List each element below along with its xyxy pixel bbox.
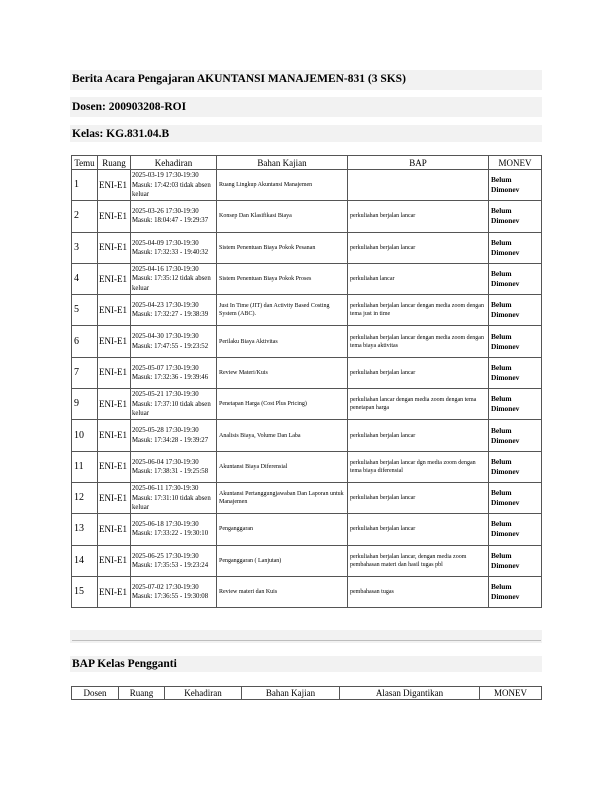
attendance-cell-masuk-text: Masuk: 17:31:10 tidak absen keluar (132, 494, 211, 511)
room-cell-ruang-text: ENI-E1 (99, 398, 127, 409)
attendance-cell-jadwal-text: 2025-05-21 17:30-19:30 (132, 391, 199, 399)
room-cell-ruang-text: ENI-E1 (99, 273, 127, 284)
topic-cell (217, 170, 348, 201)
attendance-cell-jadwal-text: 2025-04-30 17:30-19:30 (132, 333, 199, 341)
room-cell (98, 545, 131, 576)
meeting-number-cell-temu-text: 2 (74, 210, 79, 222)
monev-cell-monev-text: Belum Dimonev (491, 519, 520, 539)
room-cell (98, 232, 131, 263)
meeting-number-cell (72, 201, 98, 232)
monev-cell-monev-text: Belum Dimonev (491, 362, 520, 382)
attendance-cell-jadwal-text: 2025-06-04 17:30-19:30 (132, 458, 199, 466)
bap-note-cell (348, 295, 489, 326)
monev-cell (489, 576, 542, 607)
meeting-number-cell (72, 295, 98, 326)
col-bahan-kajian-header: Bahan Kajian (242, 687, 340, 700)
col-alasan-header: Alasan Digantikan (340, 687, 480, 700)
room-cell (98, 263, 131, 294)
room-cell-ruang-text: ENI-E1 (99, 179, 127, 190)
room-cell-ruang-text: ENI-E1 (99, 523, 127, 534)
monev-cell-monev-text: Belum Dimonev (491, 425, 520, 445)
attendance-cell-jadwal-text: 2025-04-23 17:30-19:30 (132, 302, 199, 310)
attendance-cell (131, 201, 217, 232)
attendance-cell (131, 420, 217, 451)
room-cell (98, 170, 131, 201)
meeting-number-cell (72, 576, 98, 607)
col-bahan-kajian-header: Bahan Kajian (217, 156, 348, 170)
monev-cell-monev-text: Belum Dimonev (491, 331, 520, 351)
pengganti-title: BAP Kelas Pengganti (72, 658, 177, 670)
bap-note-cell-bap-text: perkuliahan berjalan lancar (350, 432, 416, 439)
table-row (72, 514, 542, 545)
meeting-number-cell-temu-text: 13 (74, 523, 84, 535)
bap-note-cell-bap-text: perkuliahan berjalan lancar dengan media zoom dengan tema biaya aktivitas (350, 334, 484, 349)
col-monev-header: MONEV (489, 156, 542, 170)
meeting-number-cell (72, 451, 98, 482)
topic-cell (217, 326, 348, 357)
meeting-number-cell-temu-text: 4 (74, 273, 79, 285)
topic-cell-bahan-text: Penganggaran ( Lanjutan) (219, 557, 282, 564)
table-row (72, 326, 542, 357)
attendance-cell-jadwal-text: 2025-03-19 17:30-19:30 (132, 172, 199, 180)
monev-cell-monev-text: Belum Dimonev (491, 237, 520, 257)
bap-note-cell-bap-text: perkuliahan lancar (350, 276, 395, 283)
bap-table-body (72, 170, 542, 608)
room-cell (98, 451, 131, 482)
monev-cell-monev-text: Belum Dimonev (491, 394, 520, 414)
monev-cell-monev-text: Belum Dimonev (491, 550, 520, 570)
meeting-number-cell-temu-text: 7 (74, 366, 79, 378)
monev-cell (489, 326, 542, 357)
attendance-cell (131, 170, 217, 201)
bap-note-cell-bap-text: perkuliahan berjalan lancar, dengan media zoom pembahasan materi dan hasil tugas pbl (350, 553, 467, 568)
lecturer-label: Dosen: 200903208-ROI (72, 101, 187, 113)
attendance-cell-jadwal-text: 2025-04-09 17:30-19:30 (132, 239, 199, 247)
table-row (72, 295, 542, 326)
attendance-cell-jadwal-text: 2025-04-16 17:30-19:30 (132, 266, 199, 274)
meeting-number-cell (72, 482, 98, 513)
bap-note-cell (348, 326, 489, 357)
bap-note-cell (348, 232, 489, 263)
table-row (72, 263, 542, 294)
topic-cell (217, 514, 348, 545)
bap-note-cell (348, 514, 489, 545)
bap-note-cell (348, 170, 489, 201)
room-cell (98, 201, 131, 232)
bap-note-cell-bap-text: perkuliahan berjalan lancar (350, 526, 416, 533)
topic-cell (217, 232, 348, 263)
attendance-cell-masuk-text: Masuk: 17:38:31 - 19:25:58 (132, 467, 209, 475)
col-temu-header: Temu (72, 156, 98, 170)
room-cell-ruang-text: ENI-E1 (99, 430, 127, 441)
monev-cell-monev-text: Belum Dimonev (491, 206, 520, 226)
attendance-cell-jadwal-text: 2025-07-02 17:30-19:30 (132, 583, 199, 591)
topic-cell-bahan-text: Akuntansi Pertanggungjawaban Dan Laporan untuk Manajemen (219, 491, 344, 506)
topic-cell (217, 482, 348, 513)
room-cell-ruang-text: ENI-E1 (99, 492, 127, 503)
separator-band (70, 630, 542, 643)
attendance-cell-jadwal-text: 2025-05-28 17:30-19:30 (132, 427, 199, 435)
meeting-number-cell (72, 545, 98, 576)
col-kehadiran-header: Kehadiran (131, 156, 217, 170)
room-cell (98, 576, 131, 607)
attendance-cell-jadwal-text: 2025-05-07 17:30-19:30 (132, 364, 199, 372)
monev-cell (489, 357, 542, 388)
meeting-number-cell (72, 389, 98, 420)
col-dosen-header: Dosen (72, 687, 119, 700)
col-ruang-header: Ruang (119, 687, 165, 700)
meeting-number-cell-temu-text: 9 (74, 398, 79, 410)
bap-note-cell-bap-text: perkuliahan berjalan lancar dengan media zoom dengan tema just in time (350, 303, 484, 318)
topic-cell (217, 389, 348, 420)
bap-note-cell-bap-text: perkuliahan berjalan lancar (350, 369, 416, 376)
room-cell (98, 514, 131, 545)
monev-cell-monev-text: Belum Dimonev (491, 269, 520, 289)
bap-note-cell (348, 201, 489, 232)
bap-note-cell-bap-text: perkuliahan lancar dengan media zoom dengan tema penetapan harga (350, 397, 477, 412)
room-cell (98, 295, 131, 326)
monev-cell (489, 295, 542, 326)
meeting-number-cell-temu-text: 11 (74, 460, 84, 472)
page-title: Berita Acara Pengajaran AKUNTANSI MANAJEMEN-831 (3 SKS) (72, 73, 406, 85)
attendance-cell-masuk-text: Masuk: 17:33:22 - 19:30:10 (132, 530, 209, 538)
meeting-number-cell-temu-text: 14 (74, 554, 84, 566)
meeting-number-cell (72, 357, 98, 388)
room-cell (98, 420, 131, 451)
attendance-cell (131, 482, 217, 513)
meeting-number-cell (72, 170, 98, 201)
bap-note-cell-bap-text: perkuliahan berjalan lancar dgn media zoom dengan tema biaya diferensial (350, 459, 476, 474)
room-cell-ruang-text: ENI-E1 (99, 210, 127, 221)
meeting-number-cell (72, 420, 98, 451)
col-bap-header: BAP (348, 156, 489, 170)
topic-cell-bahan-text: Akuntansi Biaya Diferensial (219, 463, 288, 470)
monev-cell (489, 389, 542, 420)
topic-cell-bahan-text: Analisis Biaya, Volume Dan Laba (219, 432, 301, 439)
bap-note-cell (348, 576, 489, 607)
attendance-cell-jadwal-text: 2025-06-11 17:30-19:30 (132, 485, 199, 493)
monev-cell (489, 420, 542, 451)
table-row (72, 482, 542, 513)
monev-cell (489, 514, 542, 545)
bap-note-cell (348, 263, 489, 294)
room-cell-ruang-text: ENI-E1 (99, 555, 127, 566)
meeting-number-cell-temu-text: 5 (74, 304, 79, 316)
table-row (72, 420, 542, 451)
room-cell (98, 389, 131, 420)
table-row (72, 451, 542, 482)
topic-cell (217, 420, 348, 451)
attendance-cell-jadwal-text: 2025-06-18 17:30-19:30 (132, 521, 199, 529)
topic-cell-bahan-text: Sistem Penentuan Biaya Pokok Proses (219, 276, 312, 283)
bap-note-cell-bap-text: perkuliahan berjalan lancar (350, 244, 416, 251)
bap-table-header (72, 156, 542, 170)
meeting-number-cell (72, 514, 98, 545)
attendance-cell-masuk-text: Masuk: 17:36:55 - 19:30:08 (132, 593, 209, 600)
topic-cell (217, 576, 348, 607)
attendance-cell (131, 389, 217, 420)
attendance-cell-masuk-text: Masuk: 17:32:36 - 19:39:46 (132, 373, 209, 381)
topic-cell (217, 545, 348, 576)
table-row (72, 576, 542, 607)
pengganti-table (71, 686, 542, 700)
attendance-cell-jadwal-text: 2025-06-25 17:30-19:30 (132, 552, 199, 560)
room-cell (98, 326, 131, 357)
bap-table (71, 155, 542, 608)
bap-note-cell (348, 451, 489, 482)
attendance-cell-masuk-text: Masuk: 17:32:33 - 19:40:32 (132, 248, 209, 256)
topic-cell (217, 357, 348, 388)
topic-cell-bahan-text: Ruang Lingkup Akuntansi Manajemen (219, 182, 313, 189)
monev-cell (489, 263, 542, 294)
room-cell-ruang-text: ENI-E1 (99, 367, 127, 378)
attendance-cell (131, 514, 217, 545)
attendance-cell (131, 326, 217, 357)
table-row (72, 170, 542, 201)
meeting-number-cell-temu-text: 10 (74, 429, 84, 441)
room-cell-ruang-text: ENI-E1 (99, 586, 127, 597)
monev-cell-monev-text: Belum Dimonev (491, 456, 520, 476)
bap-note-cell (348, 389, 489, 420)
meeting-number-cell (72, 326, 98, 357)
meeting-number-cell-temu-text: 15 (74, 586, 84, 597)
pengganti-table-header (72, 687, 542, 700)
topic-cell-bahan-text: Penganggaran (219, 526, 253, 533)
room-cell (98, 482, 131, 513)
attendance-cell-masuk-text: Masuk: 17:37:10 tidak absen keluar (132, 400, 211, 417)
room-cell (98, 357, 131, 388)
attendance-cell-masuk-text: Masuk: 17:34:28 - 19:39:27 (132, 436, 209, 444)
topic-cell-bahan-text: Perilaku Biaya Aktivitas (219, 338, 278, 345)
attendance-cell (131, 357, 217, 388)
bap-note-cell (348, 420, 489, 451)
col-kehadiran-header: Kehadiran (165, 687, 242, 700)
attendance-cell (131, 576, 217, 607)
meeting-number-cell-temu-text: 1 (74, 179, 79, 191)
monev-cell-monev-text: Belum Dimonev (491, 300, 520, 320)
table-row (72, 357, 542, 388)
topic-cell-bahan-text: Review Materi/Kuis (219, 369, 268, 376)
attendance-cell-masuk-text: Masuk: 17:47:55 - 19:23:52 (132, 342, 209, 350)
bap-note-cell-bap-text: pembahasan tugas (350, 589, 394, 595)
attendance-cell (131, 295, 217, 326)
section-divider (72, 640, 541, 641)
bap-note-cell (348, 482, 489, 513)
attendance-cell (131, 263, 217, 294)
meeting-number-cell (72, 232, 98, 263)
attendance-cell-jadwal-text: 2025-03-26 17:30-19:30 (132, 208, 199, 216)
col-ruang-header: Ruang (98, 156, 131, 170)
monev-cell (489, 482, 542, 513)
monev-cell (489, 545, 542, 576)
attendance-cell-masuk-text: Masuk: 17:35:53 - 19:23:24 (132, 561, 209, 569)
topic-cell (217, 201, 348, 232)
meeting-number-cell-temu-text: 12 (74, 492, 84, 504)
room-cell-ruang-text: ENI-E1 (99, 242, 127, 253)
bap-note-cell (348, 357, 489, 388)
room-cell-ruang-text: ENI-E1 (99, 461, 127, 472)
topic-cell-bahan-text: Penetapan Harga (Cost Plus Pricing) (219, 401, 307, 408)
meeting-number-cell-temu-text: 3 (74, 241, 79, 253)
room-cell-ruang-text: ENI-E1 (99, 304, 127, 315)
topic-cell-bahan-text: Review materi dan Kuis (219, 589, 278, 595)
table-row (72, 201, 542, 232)
monev-cell (489, 451, 542, 482)
topic-cell-bahan-text: Konsep Dan Klasifikasi Biaya (219, 213, 292, 220)
topic-cell (217, 295, 348, 326)
attendance-cell-masuk-text: Masuk: 17:32:27 - 19:38:39 (132, 311, 209, 319)
monev-cell-monev-text: Belum Dimonev (491, 582, 520, 601)
monev-cell (489, 170, 542, 201)
class-label: Kelas: KG.831.04.B (72, 128, 170, 140)
monev-cell-monev-text: Belum Dimonev (491, 175, 520, 195)
col-monev-header: MONEV (480, 687, 542, 700)
attendance-cell (131, 232, 217, 263)
table-row (72, 389, 542, 420)
table-row (72, 545, 542, 576)
attendance-cell-masuk-text: Masuk: 18:04:47 - 19:29:37 (132, 217, 209, 225)
meeting-number-cell-temu-text: 6 (74, 335, 79, 347)
attendance-cell (131, 451, 217, 482)
bap-note-cell (348, 545, 489, 576)
attendance-cell (131, 545, 217, 576)
attendance-cell-masuk-text: Masuk: 17:42:03 tidak absen keluar (132, 181, 211, 198)
meeting-number-cell (72, 263, 98, 294)
topic-cell-bahan-text: Sistem Penentuan Biaya Pokok Pesanan (219, 244, 316, 251)
room-cell-ruang-text: ENI-E1 (99, 336, 127, 347)
monev-cell (489, 232, 542, 263)
topic-cell (217, 451, 348, 482)
topic-cell-bahan-text: Just In Time (JIT) dan Activity Based Costing System (ABC). (219, 303, 330, 318)
table-row (72, 232, 542, 263)
bap-note-cell-bap-text: perkuliahan berjalan lancar (350, 213, 416, 220)
monev-cell-monev-text: Belum Dimonev (491, 488, 520, 508)
bap-note-cell-bap-text: perkuliahan berjalan lancar (350, 495, 416, 502)
topic-cell (217, 263, 348, 294)
monev-cell (489, 201, 542, 232)
attendance-cell-masuk-text: Masuk: 17:35:12 tidak absen keluar (132, 275, 211, 292)
